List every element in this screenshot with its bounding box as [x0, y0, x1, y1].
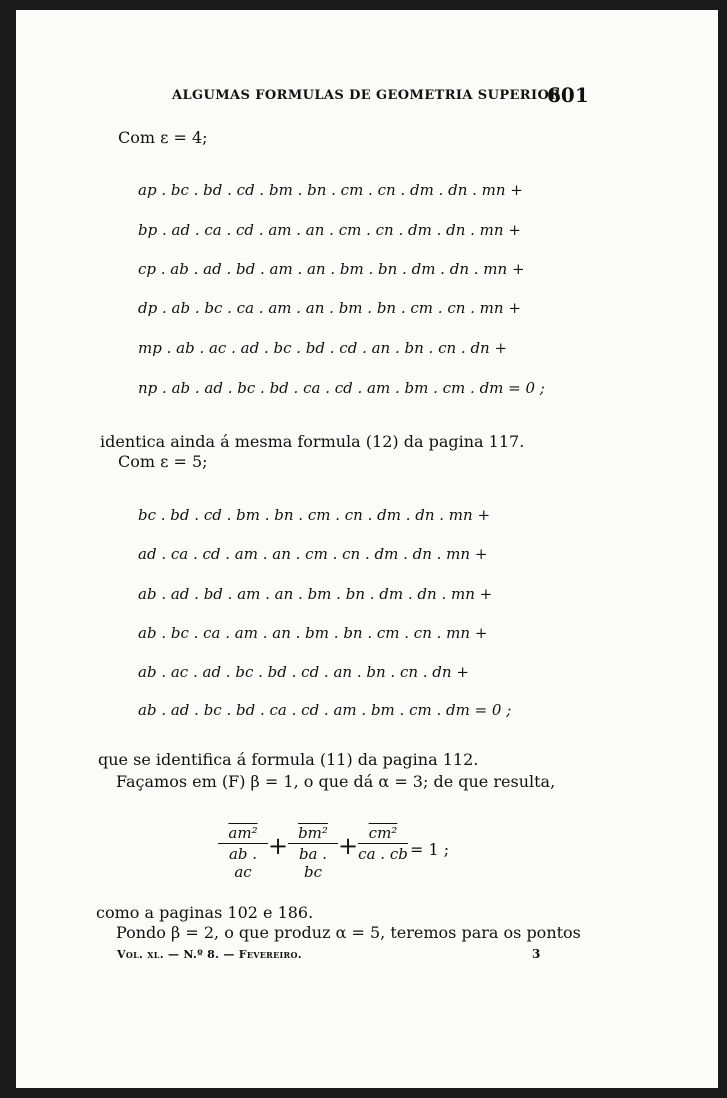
eq2-line: ab . ac . ad . bc . bd . cd . an . bn . cn . dn +	[138, 663, 469, 681]
fraction-numerator: am²	[228, 824, 258, 842]
eq2-line: bc . bd . cd . bm . bn . cm . cn . dm . dn . mn +	[138, 506, 491, 524]
eq1-line: np . ab . ad . bc . bd . ca . cd . am . bm . cm . dm = 0 ;	[138, 379, 545, 397]
eq1-line: mp . ab . ac . ad . bc . bd . cd . an . bn . cn . dn +	[138, 339, 508, 357]
eq2-line: ab . bc . ca . am . an . bm . bn . cm . cn . mn +	[138, 624, 488, 642]
signature-number: 3	[532, 947, 541, 961]
section2-after: que se identifica á formula (11) da pagina 112.	[98, 750, 479, 769]
paragraph-3: Pondo β = 2, o que produz α = 5, teremos para os pontos	[116, 923, 581, 942]
running-title: ALGUMAS FORMULAS DE GEOMETRIA SUPERIOR	[172, 88, 561, 103]
eq1-line: cp . ab . ad . bd . am . an . bm . bn . dm . dn . mn +	[138, 260, 525, 278]
volume-footer: Vol. xl. — N.º 8. — Fevereiro.	[117, 948, 302, 961]
eq2-line: ab . ad . bc . bd . ca . cd . am . bm . cm . dm = 0 ;	[138, 701, 512, 719]
eq1-line: bp . ad . ca . cd . am . an . cm . cn . dm . dn . mn +	[138, 221, 521, 239]
fraction-denominator: ca . cb	[358, 845, 408, 863]
formula-result: = 1 ;	[410, 840, 450, 859]
eq2-line: ad . ca . cd . am . an . cm . cn . dm . dn . mn +	[138, 545, 488, 563]
section2-intro: Com ε = 5;	[118, 452, 208, 471]
page-number: 601	[547, 83, 589, 107]
fraction-bar	[218, 843, 268, 844]
fraction	[218, 824, 268, 881]
fraction-denominator: ab . ac	[228, 845, 258, 881]
fraction-bar	[358, 843, 408, 844]
paragraph-1: Façamos em (F) β = 1, o que dá α = 3; de que resulta,	[116, 772, 556, 791]
eq1-line: ap . bc . bd . cd . bm . bn . cm . cn . dm . dn . mn +	[138, 181, 523, 199]
fraction	[288, 824, 338, 881]
plus-sign: +	[338, 832, 359, 860]
ratio-formula	[218, 818, 458, 881]
fraction-bar	[288, 843, 338, 844]
fraction-numerator: cm²	[368, 824, 398, 842]
fraction-denominator: ba . bc	[298, 845, 328, 881]
paragraph-2: como a paginas 102 e 186.	[96, 903, 314, 922]
section1-intro: Com ε = 4;	[118, 128, 208, 147]
plus-sign: +	[268, 832, 289, 860]
eq1-line: dp . ab . bc . ca . am . an . bm . bn . cm . cn . mn +	[138, 299, 521, 317]
fraction	[358, 824, 408, 863]
fraction-numerator: bm²	[298, 824, 328, 842]
section1-after: identica ainda á mesma formula (12) da pagina 117.	[100, 432, 525, 451]
eq2-line: ab . ad . bd . am . an . bm . bn . dm . dn . mn +	[138, 585, 493, 603]
